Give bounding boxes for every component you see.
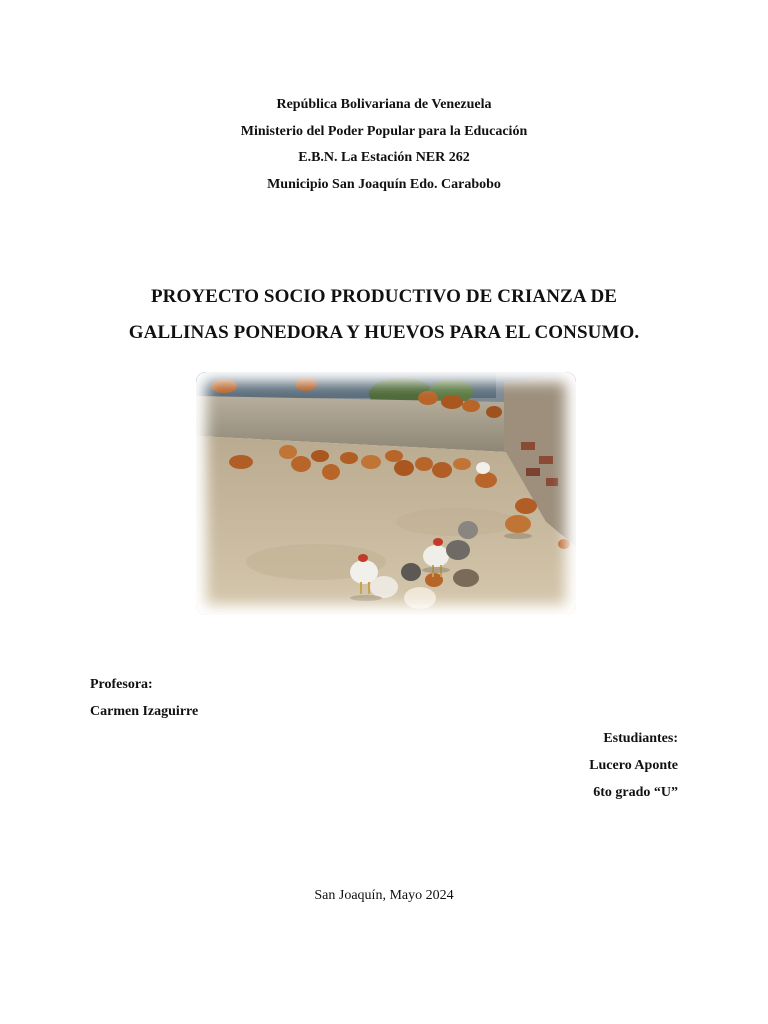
- title-line-2: GALLINAS PONEDORA Y HUEVOS PARA EL CONSUMO.: [128, 322, 640, 343]
- teacher-block: [90, 671, 198, 725]
- student-grade: 6to grado “U”: [593, 785, 678, 800]
- header-municipality: Municipio San Joaquín Edo. Carabobo: [267, 176, 501, 192]
- project-title: [0, 279, 768, 351]
- teacher-name: Carmen Izaguirre: [90, 704, 199, 719]
- institution-header: [0, 92, 768, 198]
- students-label: Estudiantes:: [603, 731, 678, 746]
- header-country: República Bolivariana de Venezuela: [276, 97, 492, 112]
- header-school: E.B.N. La Estación NER 262: [298, 150, 470, 165]
- place-date: San Joaquín, Mayo 2024: [314, 888, 454, 903]
- hens-photo-illustration: [196, 372, 576, 615]
- teacher-label: Profesora:: [90, 677, 153, 692]
- header-ministry: Ministerio del Poder Popular para la Educación: [240, 123, 528, 139]
- title-line-1: PROYECTO SOCIO PRODUCTIVO DE CRIANZA DE: [150, 286, 618, 307]
- student-name: Lucero Aponte: [589, 758, 678, 773]
- students-block: [589, 725, 678, 806]
- hens-photo: [196, 372, 576, 615]
